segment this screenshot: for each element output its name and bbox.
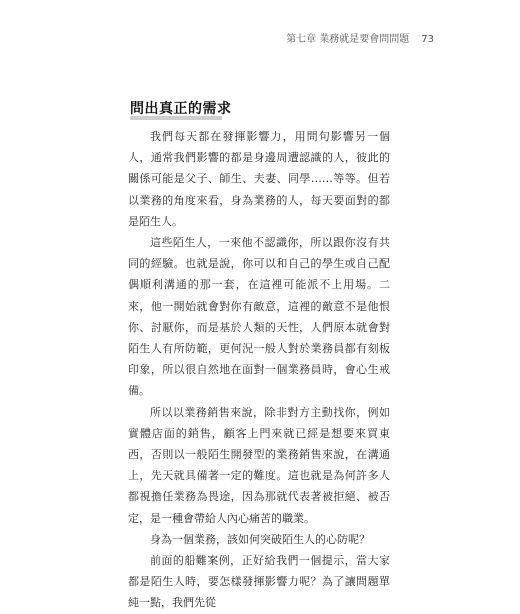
body-text <box>128 126 390 614</box>
paragraph-2: 這些陌生人，一來他不認識你，所以跟你沒有共同的經驗。也就是說，你可以和自己的學生或自己配偶順利溝通的那一套，在這裡可能派不上用場。二來，他一開始就會對你有敵意，這裡的敵意不是他恨你、討厭你，而是基於人類的天性，人們原本就會對陌生人有所防範，更何況一般人對於業務員都有刻板印象，所以很自然地在面對一個業務員時，會心生戒備。 <box>128 236 390 398</box>
running-header <box>286 30 434 45</box>
chapter-title: 第七章 業務就是要會問問題 <box>286 34 410 45</box>
page-number: 73 <box>421 34 434 45</box>
paragraph-3: 所以以業務銷售來說，除非對方主動找你，例如實體店面的銷售，顧客上門來就已經是想要來買東西，否則以一般陌生開發型的業務銷售來說，在溝通上，先天就具備著一定的難度。這也就是為何許多人都視擔任業務為畏途，因為那就代表著被拒絕、被否定，是一種會帶給人內心痛苦的職業。 <box>128 405 390 525</box>
paragraph-4: 身為一個業務，該如何突破陌生人的心防呢？ <box>150 532 370 546</box>
section-heading <box>130 96 232 120</box>
section-title: 問出真正的需求 <box>130 101 232 117</box>
paragraph-5: 前面的船難案例，正好給我們一個提示，當大家都是陌生人時，要怎樣發揮影響力呢？為了讓問題單純一點，我們先從 <box>128 554 390 610</box>
paragraph-1: 我們每天都在發揮影響力，用問句影響另一個人，通常我們影響的都是身邊周遭認識的人，彼此的關係可能是父子、師生、夫妻、同學……等等。但若以業務的角度來看，身為業務的人，每天要面對的都是陌生人。 <box>128 130 390 228</box>
